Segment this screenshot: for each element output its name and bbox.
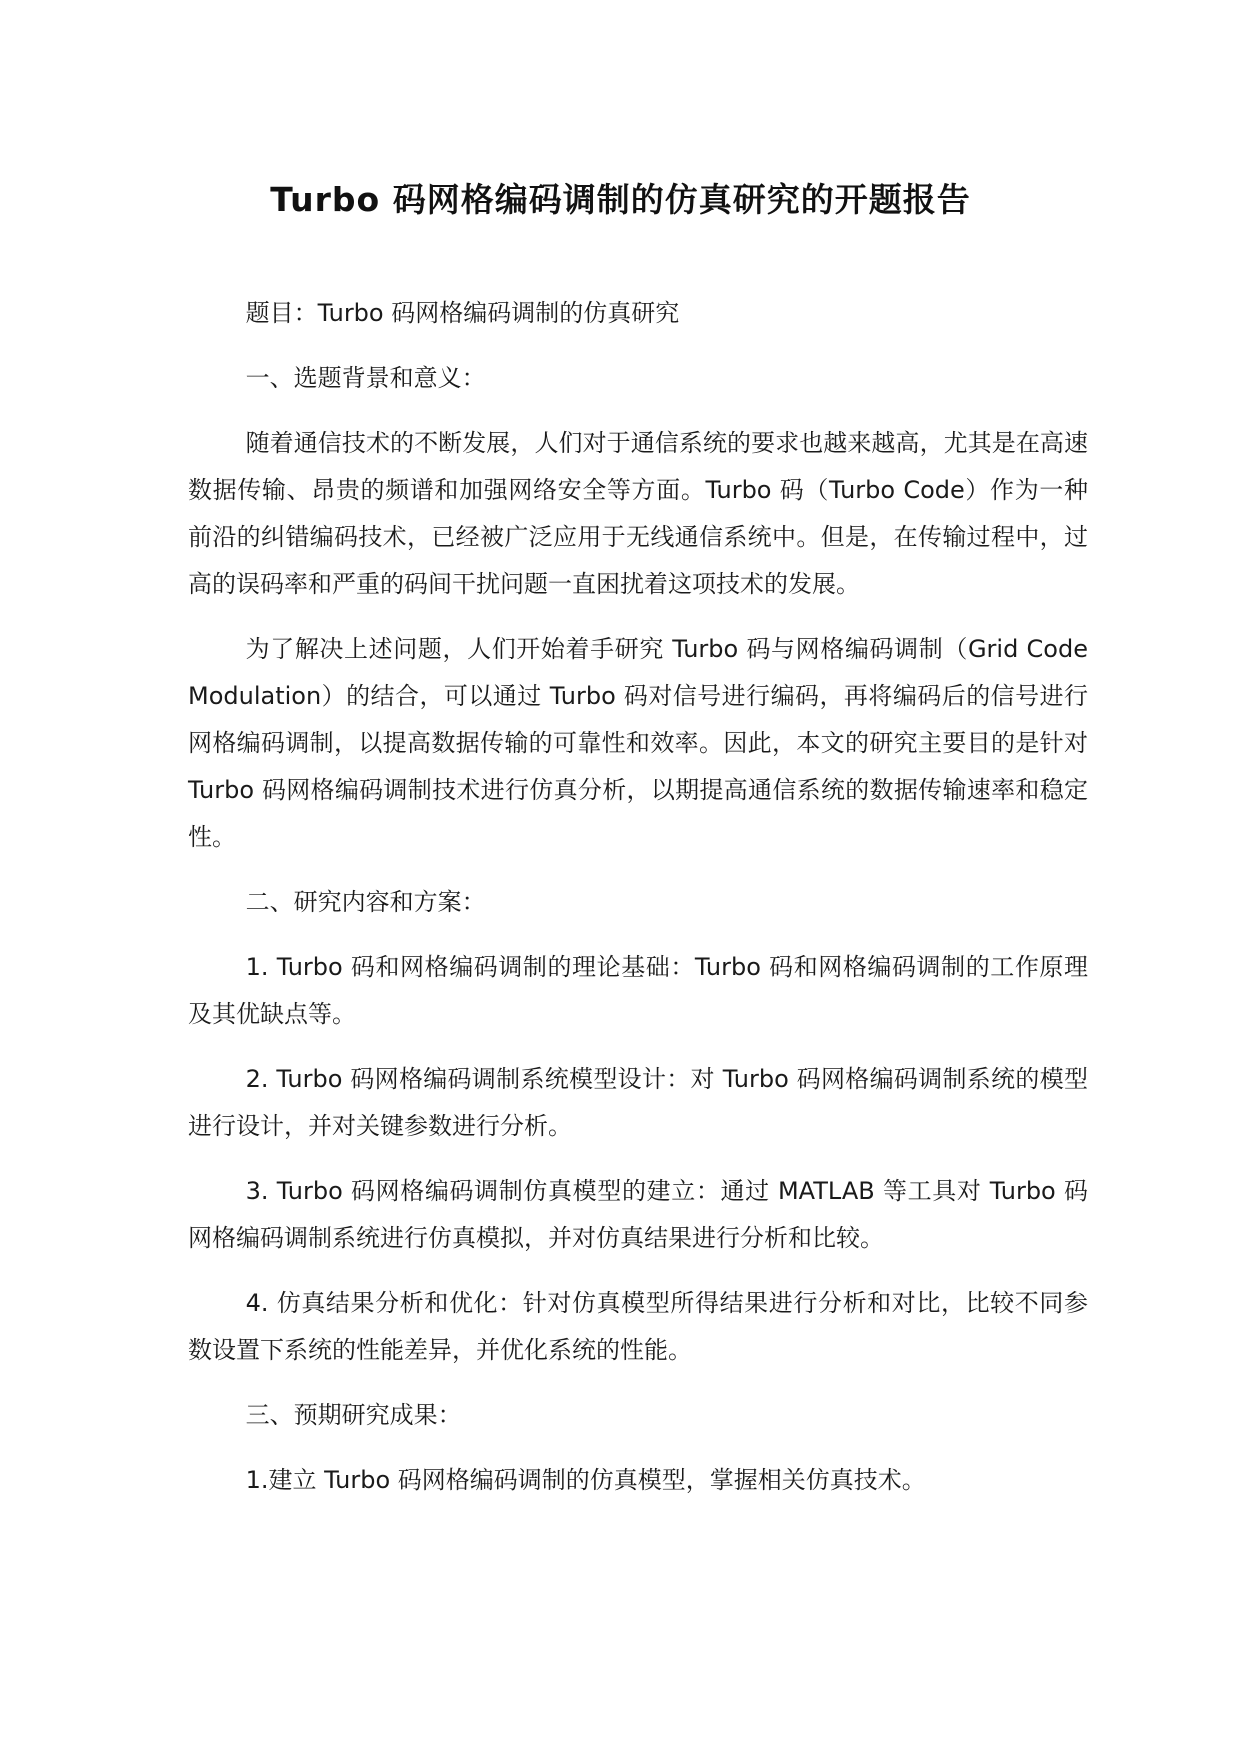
topic-line: 题目：Turbo 码网格编码调制的仿真研究 [245,299,680,327]
section-heading-results: 三、预期研究成果： [245,1401,462,1429]
paragraph-background: 随着通信技术的不断发展，人们对于通信系统的要求也越来越高，尤其是在高速数据传输、昂贵的频谱和加强网络安全等方面。Turbo 码（Turbo Code）作为一种前沿的纠错编码技术，已经被广泛应用于无线通信系统中。但是，在传输过程中，过高的误码率和严重的码间干扰问题一直困扰着这项技术的发展。 [188,429,1088,598]
content-item-4: 4. 仿真结果分析和优化：针对仿真模型所得结果进行分析和对比，比较不同参数设置下系统的性能差异，并优化系统的性能。 [188,1289,1088,1364]
result-item-1: 1.建立 Turbo 码网格编码调制的仿真模型，掌握相关仿真技术。 [245,1466,926,1494]
content-item-2: 2. Turbo 码网格编码调制系统模型设计：对 Turbo 码网格编码调制系统的模型进行设计，并对关键参数进行分析。 [188,1065,1088,1140]
content-item-1: 1. Turbo 码和网格编码调制的理论基础：Turbo 码和网格编码调制的工作原理及其优缺点等。 [188,953,1088,1028]
section-heading-content: 二、研究内容和方案： [245,888,486,916]
document-body [188,290,1088,1522]
document-title: Turbo 码网格编码调制的仿真研究的开题报告 [270,180,971,219]
section-heading-background: 一、选题背景和意义： [245,364,486,392]
paragraph-purpose: 为了解决上述问题，人们开始着手研究 Turbo 码与网格编码调制（Grid Code Modulation）的结合，可以通过 Turbo 码对信号进行编码，再将编码后的信号进行网格编码调制，以提高数据传输的可靠性和效率。因此，本文的研究主要目的是针对 Turbo 码网格编码调制技术进行仿真分析，以期提高通信系统的数据传输速率和稳定性。 [188,635,1088,851]
content-item-3: 3. Turbo 码网格编码调制仿真模型的建立：通过 MATLAB 等工具对 Turbo 码网格编码调制系统进行仿真模拟，并对仿真结果进行分析和比较。 [188,1177,1088,1252]
